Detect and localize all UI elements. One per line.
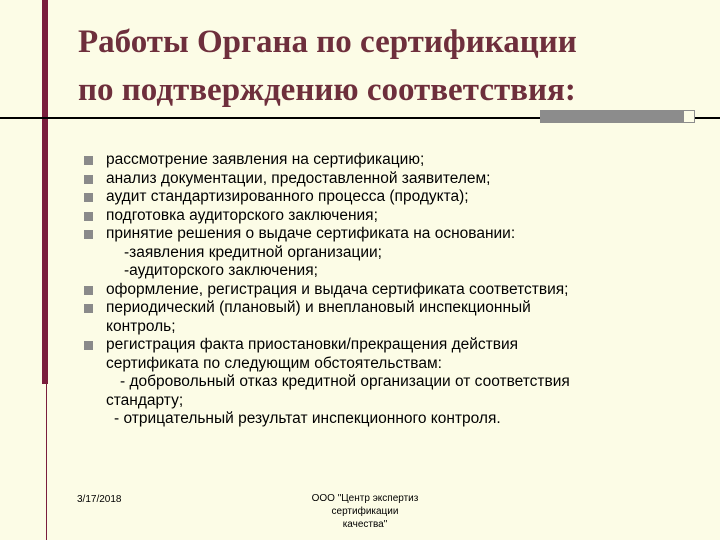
list-item — [84, 170, 684, 189]
left-accent-bar — [42, 0, 48, 384]
list-item-text: анализ документации, предоставленной заявителем; — [106, 169, 491, 187]
square-bullet-icon — [84, 304, 93, 313]
list-item-text: сертификата по следующим обстоятельствам: — [106, 354, 442, 372]
list-item-text: периодический (плановый) и внеплановый инспекционный — [106, 299, 531, 316]
sub-item: -аудиторского заключения; — [124, 262, 318, 279]
list-item-text: принятие решения о выдаче сертификата на основании: — [106, 225, 516, 242]
list-item — [84, 151, 684, 170]
list-item — [84, 225, 684, 244]
square-bullet-icon — [84, 212, 93, 221]
footer-org-line-2: качества" — [342, 519, 388, 530]
list-item — [84, 336, 684, 373]
sub-item: - отрицательный результат инспекционного контроля. — [114, 410, 501, 427]
left-accent-line — [46, 384, 47, 540]
sub-item: стандарту; — [106, 391, 184, 409]
square-bullet-icon — [84, 193, 93, 202]
footer-organization — [280, 492, 450, 531]
square-bullet-icon — [84, 230, 93, 239]
list-item-text: рассмотрение заявления на сертификацию; — [106, 151, 425, 168]
sub-item: -заявления кредитной организации; — [124, 243, 382, 261]
list-item — [84, 299, 684, 336]
square-bullet-icon — [84, 156, 93, 165]
list-item-text: аудит стандартизированного процесса (продукта); — [106, 188, 469, 205]
list-item — [84, 281, 684, 300]
list-item-text: контроль; — [106, 317, 176, 335]
square-bullet-icon — [84, 286, 93, 295]
title-line-2: по подтверждению соответствия: — [78, 72, 576, 108]
bullet-list — [84, 151, 684, 429]
list-item — [84, 207, 684, 226]
title-line-1: Работы Органа по сертификации — [78, 24, 577, 60]
divider-accent-box — [683, 110, 695, 123]
square-bullet-icon — [84, 175, 93, 184]
list-item — [84, 188, 684, 207]
list-item-text: оформление, регистрация и выдача сертификата соответствия; — [106, 280, 569, 298]
square-bullet-icon — [84, 341, 93, 350]
slide-title — [78, 18, 708, 114]
sub-item: - добровольный отказ кредитной организации от соответствия — [120, 373, 570, 390]
footer-org-line-1: ООО "Центр экспертиз сертификации — [311, 493, 419, 517]
divider-accent-block — [540, 110, 683, 123]
footer-date: 3/17/2018 — [77, 494, 122, 505]
list-item-text: подготовка аудиторского заключения; — [106, 206, 378, 224]
list-item-text: регистрация факта приостановки/прекращения действия — [106, 336, 519, 353]
